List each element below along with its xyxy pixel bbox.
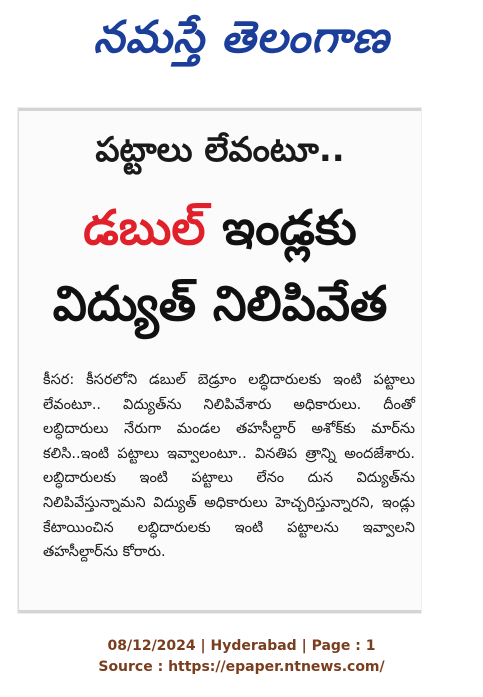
article-kicker: పట్టాలు లేవంటూ.. [95,130,345,170]
headline-line-2: విద్యుత్‌ నిలిపివేత [52,276,388,332]
article-clipping [18,108,421,613]
bottom-divider [19,610,421,613]
footer-date-edition: 08/12/2024 | Hyderabad | Page : 1 [107,638,376,654]
masthead [0,0,483,85]
headline-line-1 [19,200,421,268]
headline-line-1-rest: ఇండ్లకు [205,200,357,256]
article-body: కీసర: కీసరలోని డబుల్ బెడ్రూం లబ్ధిదారులకు ఇంటి పట్టాలు లేవంటూ.. విద్యుత్‌ను నిలిపివేశారు అధికారులు. దీంతో లబ్ధిదారులు నేరుగా మండల తహసీల్దార్ అశోక్‌కు మార్‌ను కలిసి..ఇంటి పట్టాలు ఇవ్వాలంటూ.. వినతిప త్రాన్ని అందజేశారు. లబ్ధిదారులకు ఇంటి పట్టాలు లేనం దున విద్యుత్‌ను నిలిపివేస్తున్నామని విద్యుత్ అధికారులు హెచ్చరిస్తున్నారని, ఇండ్లు కేటాయించిన లబ్ధిదారులకు ఇంటి పట్టాలను ఇవ్వాలని తహసీల్దార్‌ను కోరారు. [43,372,415,561]
headline-highlight: డబుల్ [83,200,206,256]
footer-source: Source : https://epaper.ntnews.com/ [98,659,385,675]
newspaper-logo: నమస్తే తెలంగాణ [93,11,390,63]
top-divider [19,108,421,111]
